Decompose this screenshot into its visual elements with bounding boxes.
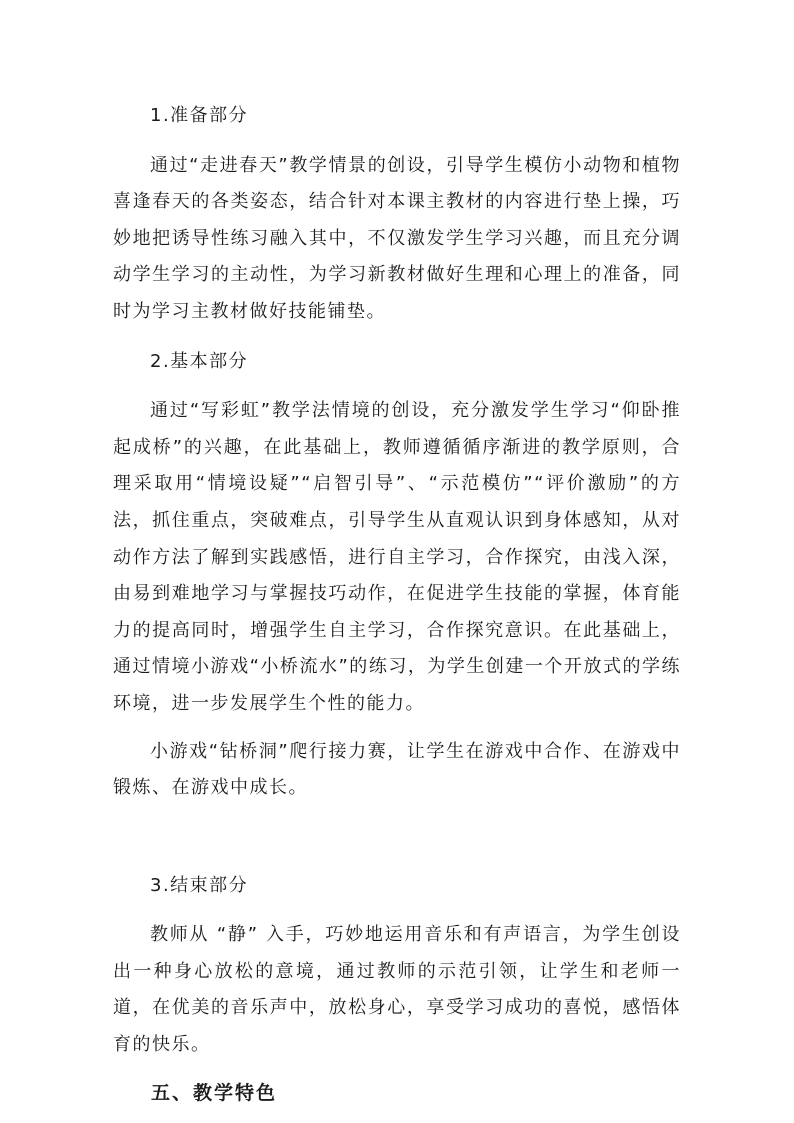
section-title-basic: 2.基本部分 (150, 350, 249, 372)
section-paragraph-preparation: 通过“走进春天”教学情景的创设，引导学生模仿小动物和植物喜逢春天的各类姿态，结合针对本课主教材的内容进行垫上操，巧妙地把诱导性练习融入其中，不仅激发学生学习兴趣，而且充分调动学生学习的主动性，为学习新教材做好生理和心理上的准备，同时为学习主教材做好技能铺垫。 (113, 154, 681, 322)
document-page (113, 98, 681, 1111)
section-paragraph-basic: 通过“写彩虹”教学法情境的创设，充分激发学生学习“仰卧推起成桥”的兴趣，在此基础上，教师遵循循序渐进的教学原则，合理采取用“情境设疑”“启智引导”、“示范模仿”“评价激励”的方法，抓住重点，突破难点，引导学生从直观认识到身体感知，从对动作方法了解到实践感悟，进行自主学习，合作探究，由浅入深，由易到难地学习与掌握技巧动作，在促进学生技能的掌握，体育能力的提高同时，增强学生自主学习，合作探究意识。在此基础上，通过情境小游戏“小桥流水”的练习，为学生创建一个开放式的学练环境，进一步发展学生个性的能力。 (113, 400, 681, 714)
section-paragraph-ending: 教师从 “静” 入手，巧妙地运用音乐和有声语言，为学生创设出一种身心放松的意境，通过教师的示范引领，让学生和老师一道，在优美的音乐声中，放松身心，享受学习成功的喜悦，感悟体育的快乐。 (113, 924, 681, 1056)
section-title-ending: 3.结束部分 (150, 874, 249, 896)
heading-teaching-features: 五、教学特色 (151, 1081, 278, 1104)
section-paragraph-game: 小游戏“钻桥洞”爬行接力赛，让学生在游戏中合作、在游戏中锻炼、在游戏中成长。 (113, 740, 681, 799)
section-title-preparation: 1.准备部分 (150, 105, 249, 126)
